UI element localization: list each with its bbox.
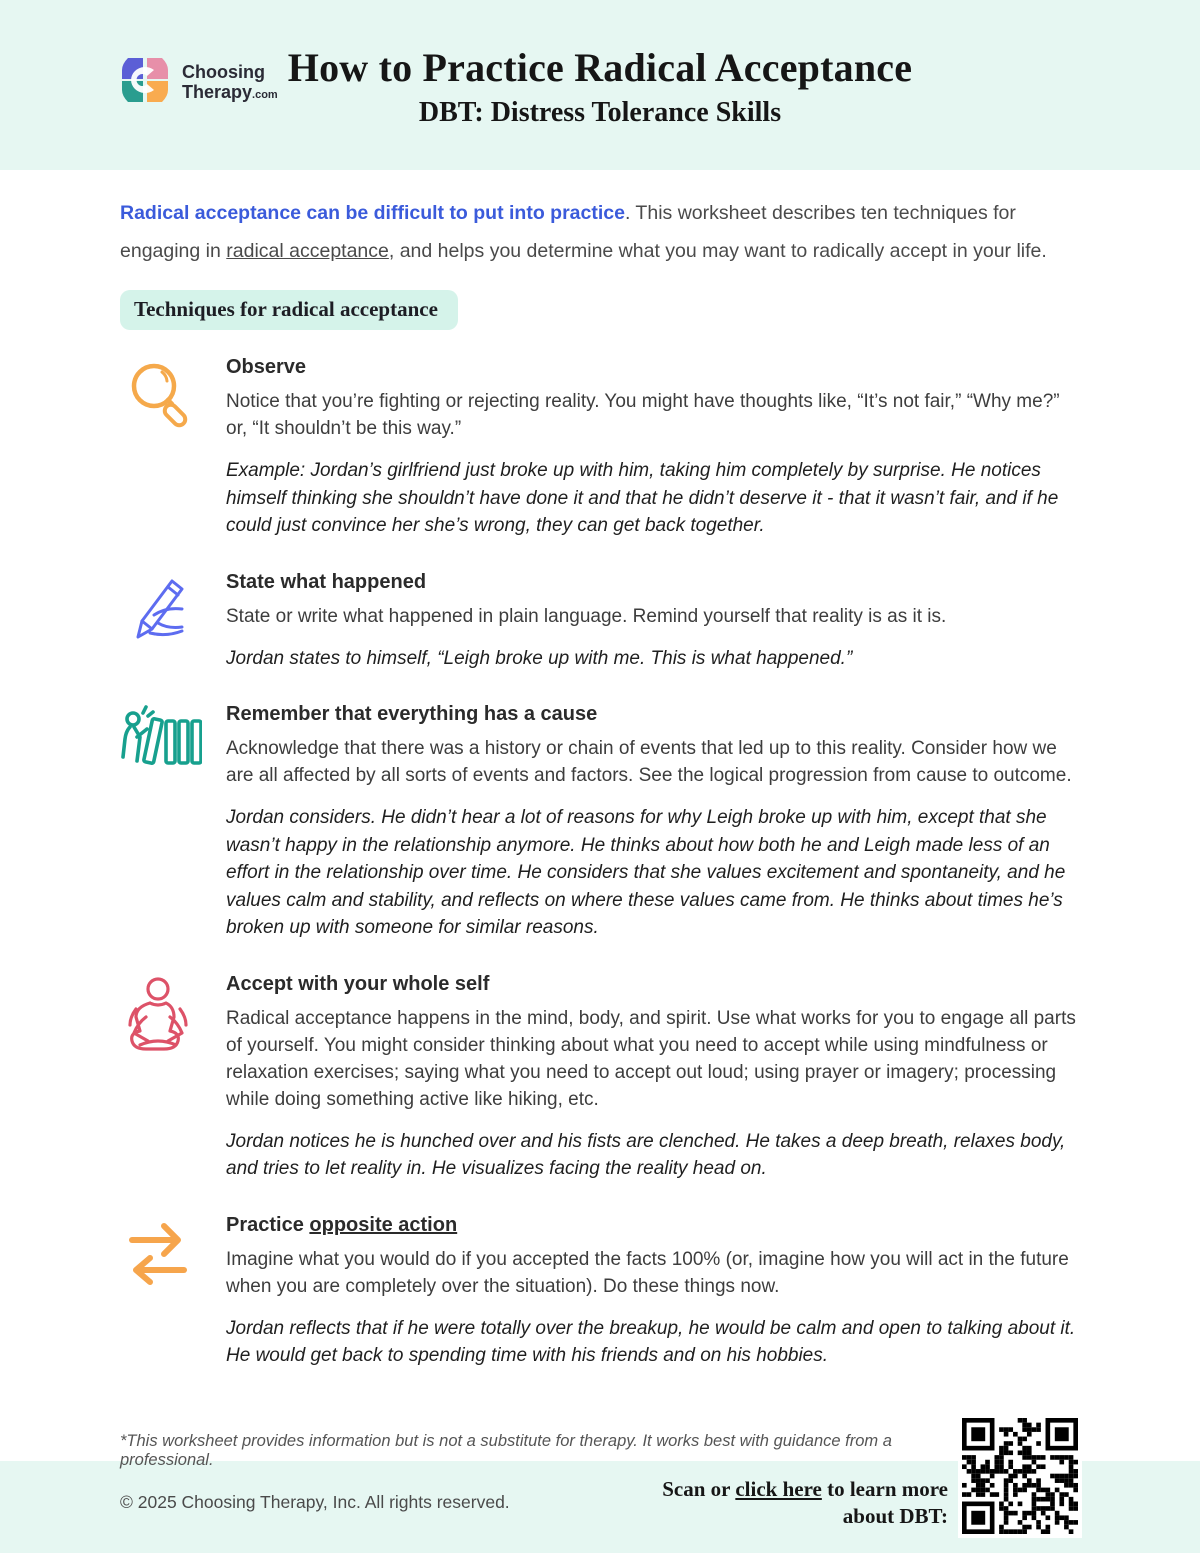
opposite-action-link[interactable]: opposite action — [309, 1213, 458, 1236]
intro-paragraph — [120, 194, 1082, 270]
choosing-therapy-logo-text: Choosing Therapy.com — [182, 61, 278, 102]
technique-observe — [120, 356, 1082, 540]
copyright-text: © 2025 Choosing Therapy, Inc. All rights reserved. — [120, 1492, 510, 1512]
technique-title: Remember that everything has a cause — [226, 703, 598, 725]
technique-title — [226, 1214, 1082, 1237]
header-band — [0, 0, 1200, 170]
click-here-link[interactable]: click here — [735, 1477, 822, 1501]
main-content — [0, 170, 1200, 1401]
domino-cause-icon — [120, 703, 202, 942]
technique-description: State or write what happened in plain language. Remind yourself that reality is as it is. — [226, 605, 947, 627]
meditation-icon — [120, 973, 202, 1183]
technique-description: Acknowledge that there was a history or chain of events that led up to this reality. Consider how we are all affected by all sorts of events and factors. See the logical progression from cause to outcome. — [226, 738, 1072, 786]
scan-post: to learn more about DBT: — [821, 1477, 948, 1528]
intro-rest: , and helps you determine what you may want to radically accept in your life. — [388, 240, 1047, 262]
technique-title: Accept with your whole self — [226, 972, 490, 995]
technique-example: Jordan notices he is hunched over and his fists are clenched. He takes a deep breath, relaxes body, and tries to let reality in. He visualizes facing the reality head on. — [226, 1130, 1066, 1179]
technique-example: Jordan considers. He didn’t hear a lot of reasons for why Leigh broke up with him, except that she wasn’t happy in the relationship anymore. He thinks about how both he and Leigh made less of an effort in the relationship over time. He considers that she values excitement and spontaneity, and he values calm and stability, and reflects on where these values came from. He thinks about times he’s broken up with someone for similar reasons. — [226, 807, 1066, 938]
scan-instruction — [618, 1476, 948, 1530]
page-subtitle: DBT: Distress Tolerance Skills — [418, 97, 782, 128]
technique-description: Radical acceptance happens in the mind, body, and spirit. Use what works for you to engage all parts of yourself. You might consider thinking about what you need to accept while using mindfulness or relaxation exercises; saying what you need to accept out loud; using prayer or imagery; processing while doing something active like hiking, etc. — [226, 1007, 1076, 1110]
intro-lead: Radical acceptance can be difficult to put into practice — [120, 202, 625, 224]
technique-state-what-happened — [120, 571, 1082, 673]
technique-opposite-action — [120, 1214, 1082, 1370]
technique-description: Imagine what you would do if you accepted the facts 100% (or, imagine how you will act in the future when you are completely over the situation). Do these things now. — [226, 1248, 1069, 1297]
section-label: Techniques for radical acceptance — [120, 290, 458, 330]
disclaimer-text: *This worksheet provides information but is not a substitute for therapy. It works best with guidance from a professional. — [120, 1432, 892, 1469]
technique-accept-whole-self — [120, 973, 1082, 1183]
technique-everything-has-a-cause — [120, 703, 1082, 942]
technique-title: State what happened — [226, 570, 427, 593]
writing-hand-icon — [120, 571, 202, 673]
technique-title-pre: Practice — [226, 1213, 310, 1236]
technique-example: Jordan reflects that if he were totally over the breakup, he would be calm and open to talking about it. He would get back to spending time with his friends and on his hobbies. — [226, 1317, 1076, 1366]
scan-pre: Scan or — [662, 1477, 736, 1501]
radical-acceptance-link[interactable]: radical acceptance — [226, 240, 389, 262]
magnifier-icon — [120, 356, 202, 540]
page-title: How to Practice Radical Acceptance — [287, 45, 913, 90]
technique-example: Example: Jordan’s girlfriend just broke up with him, taking him completely by surprise. He notices himself thinking she shouldn’t have done it and that he didn’t deserve it - that it wasn’t fair, and if he could just convince her she’s wrong, they can get back together. — [226, 460, 1059, 536]
intro-after-lead: . This worksheet describes ten techniques for engaging in — [120, 202, 1016, 262]
technique-example: Jordan states to himself, “Leigh broke up with me. This is what happened.” — [226, 647, 853, 669]
techniques-list — [120, 356, 1082, 1370]
technique-title: Observe — [226, 356, 307, 378]
opposite-arrows-icon — [120, 1214, 202, 1370]
technique-description: Notice that you’re fighting or rejecting reality. You might have thoughts like, “It’s not fair,” “Why me?” or, “It shouldn’t be this way.” — [226, 391, 1060, 439]
qr-code — [958, 1414, 1082, 1538]
